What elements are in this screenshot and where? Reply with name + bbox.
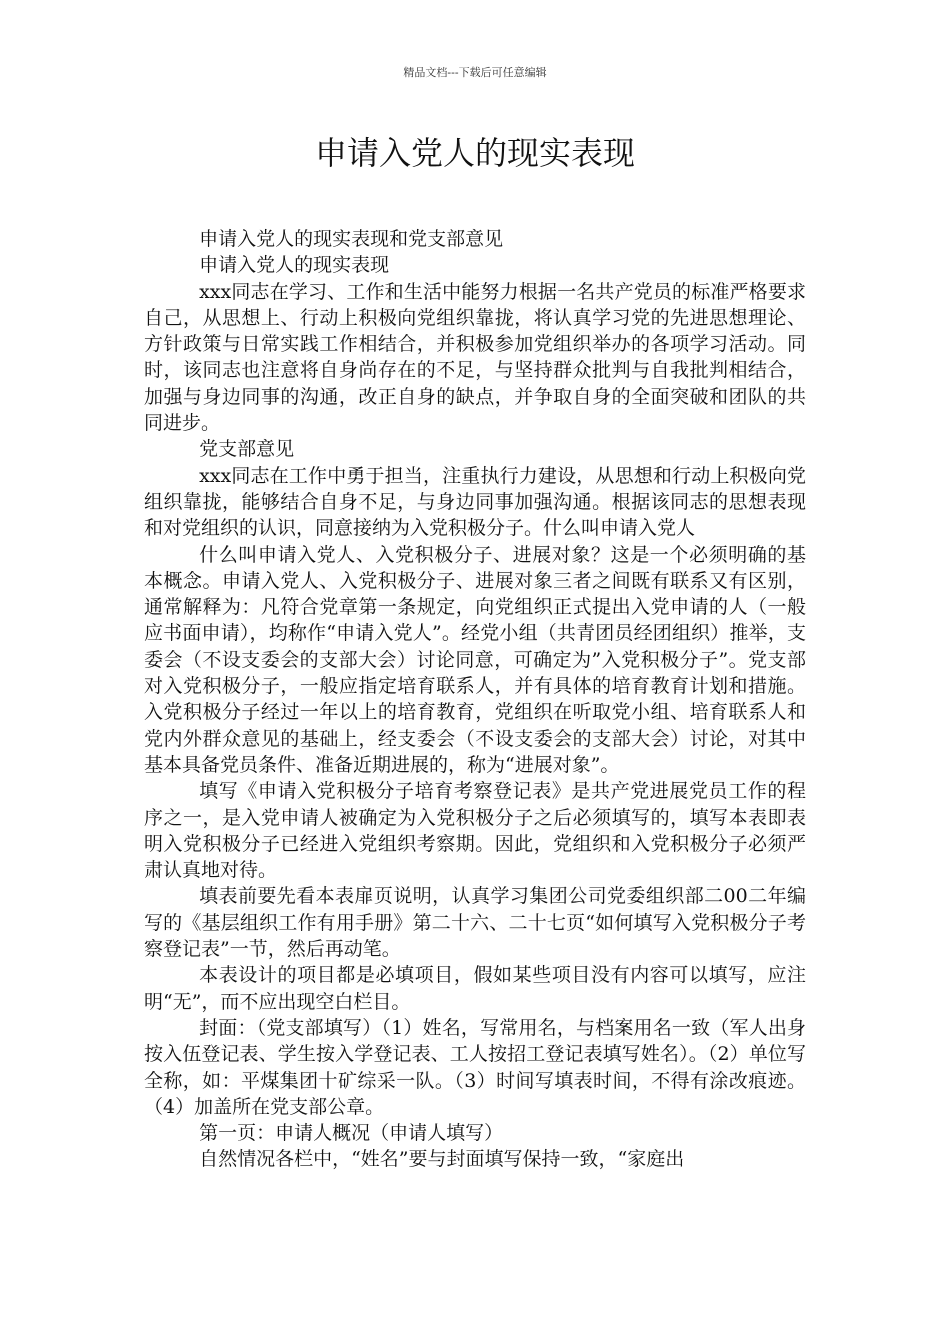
paragraph: xxx同志在工作中勇于担当，注重执行力建设，从思想和行动上积极向党组织靠拢，能够结合自身不足，与身边同事加强沟通。根据该同志的思想表现和对党组织的认识，同意接纳为入党积极分子。什么叫申请入党人 bbox=[144, 464, 806, 540]
paragraph: 第一页：申请人概况（申请人填写） bbox=[199, 1122, 504, 1145]
paragraph: 封面：（党支部填写）（1）姓名，写常用名，与档案用名一致（军人出身按入伍登记表、学生按入学登记表、工人按招工登记表填写姓名）。（2）单位写全称，如：平煤集团十矿综采一队。（3）时间写填表时间，不得有涂改痕迹。（4）加盖所在党支部公章。 bbox=[144, 1016, 806, 1118]
paragraph: 自然情况各栏中，“姓名”要与封面填写保持一致，“家庭出 bbox=[199, 1148, 685, 1171]
document-body bbox=[144, 226, 806, 1173]
paragraph: xxx同志在学习、工作和生活中能努力根据一名共产党员的标准严格要求自己，从思想上、行动上积极向党组织靠拢，将认真学习党的先进思想理论、方针政策与日常实践工作相结合，并积极参加党组织举办的各项学习活动。同时，该同志也注意将自身尚存在的不足，与坚持群众批判与自我批判相结合，加强与身边同事的沟通，改正自身的缺点，并争取自身的全面突破和团队的共同进步。 bbox=[144, 280, 806, 435]
document-title: 申请入党人的现实表现 bbox=[314, 134, 635, 172]
header-note: 精品文档---下载后可任意编辑 bbox=[403, 66, 547, 79]
paragraph: 填写《申请入党积极分子培育考察登记表》是共产党进展党员工作的程序之一，是入党申请人被确定为入党积极分子之后必须填写的，填写本表即表明入党积极分子已经进入党组织考察期。因此，党组织和入党积极分子必须严肃认真地对待。 bbox=[144, 780, 806, 882]
paragraph: 党支部意见 bbox=[199, 438, 295, 461]
paragraph: 本表设计的项目都是必填项目，假如某些项目没有内容可以填写，应注明“无”，而不应出现空白栏目。 bbox=[144, 964, 806, 1013]
paragraph: 填表前要先看本表扉页说明，认真学习集团公司党委组织部二00二年编写的《基层组织工作有用手册》第二十六、二十七页“如何填写入党积极分子考察登记表”一节，然后再动笔。 bbox=[144, 885, 806, 961]
paragraph: 申请入党人的现实表现和党支部意见 bbox=[199, 228, 504, 250]
paragraph: 什么叫申请入党人、入党积极分子、进展对象？这是一个必须明确的基本概念。申请入党人、入党积极分子、进展对象三者之间既有联系又有区别，通常解释为：凡符合党章第一条规定，向党组织正式提出入党申请的人（一般应书面申请），均称作“申请入党人”。经党小组（共青团员经团组织）推举，支委会（不设支委会的支部大会）讨论同意，可确定为”入党积极分子”。党支部对入党积极分子，一般应指定培育联系人，并有具体的培育教育计划和措施。入党积极分子经过一年以上的培育教育，党组织在听取党小组、培育联系人和党内外群众意见的基础上，经支委会（不设支委会的支部大会）讨论，对其中基本具备党员条件、准备近期进展的，称为“进展对象”。 bbox=[144, 543, 806, 776]
paragraph: 申请入党人的现实表现 bbox=[199, 254, 390, 277]
